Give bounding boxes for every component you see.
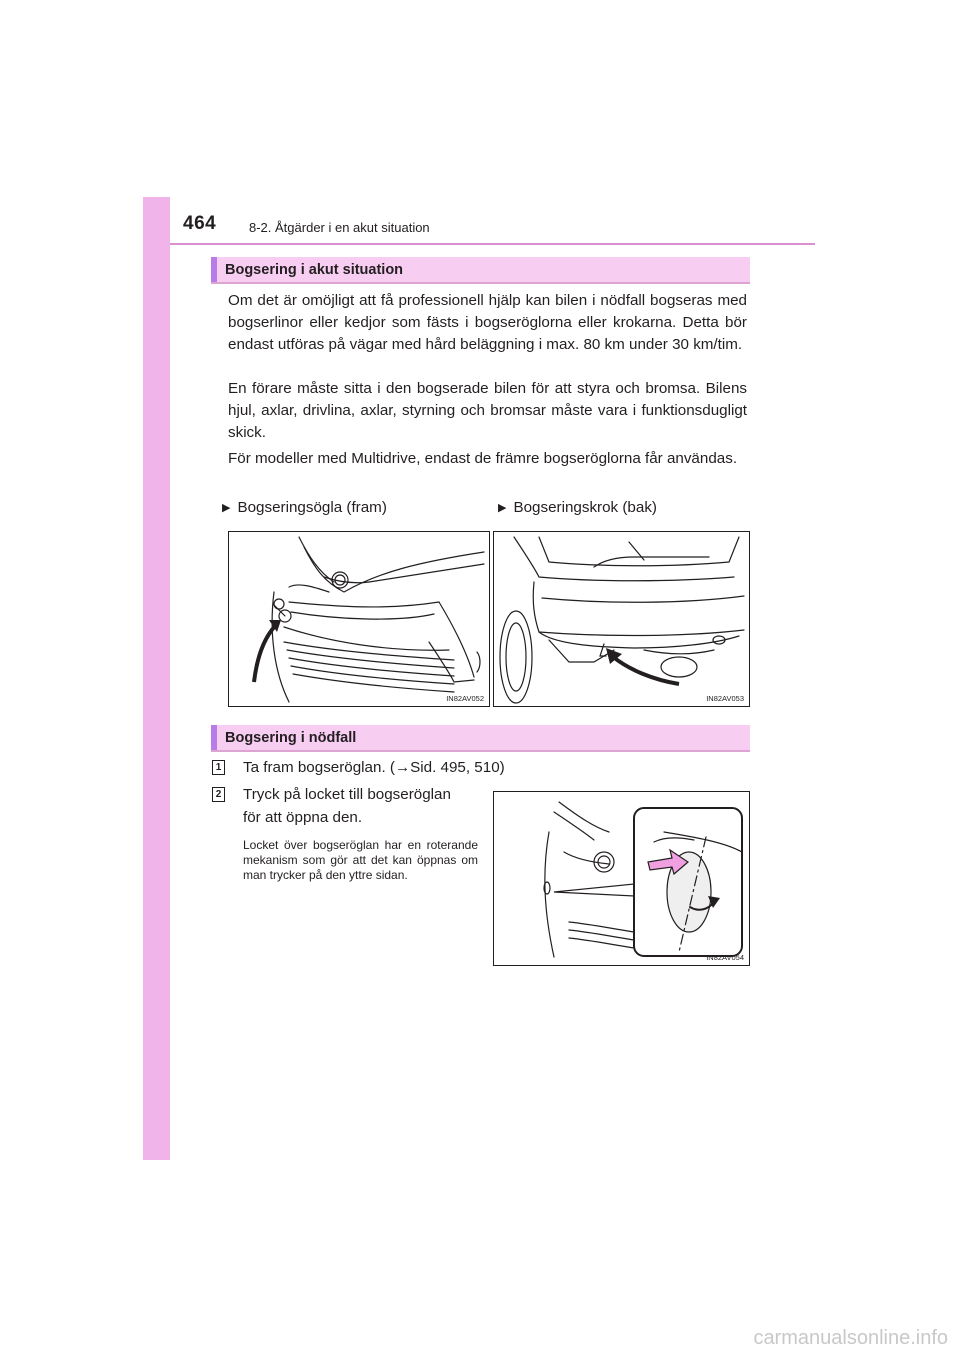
section-heading-nodfall — [211, 725, 750, 752]
section-heading-bar — [211, 257, 217, 282]
step-number-1: 1 — [212, 760, 225, 775]
page-number: 464 — [183, 213, 217, 234]
step-2-text-line1: Tryck på locket till bogseröglan — [243, 786, 451, 803]
step-2-note: Locket över bogseröglan har en roterande mekanism som gör att det kan öppnas om man trycker på den yttre sidan. — [243, 838, 478, 882]
bullet-rear-hook — [498, 499, 657, 516]
front-bumper-illustration — [229, 532, 490, 707]
paragraph-multidrive: För modeller med Multidrive, endast de främre bogseröglorna får användas. — [228, 450, 738, 467]
figure-rear-towing-hook — [493, 531, 750, 707]
step-number-2: 2 — [212, 787, 225, 802]
section-heading-text: Bogsering i nödfall — [225, 730, 357, 746]
section-heading-text: Bogsering i akut situation — [225, 262, 404, 278]
figure-code: IN82AV053 — [706, 694, 744, 703]
bullet-front-eye — [222, 499, 387, 516]
paragraph-driver: En förare måste sitta i den bogserade bilen för att styra och bromsa. Bilens hjul, axlar, drivlina, axlar, styrning och bromsar måste vara i funktionsdugligt skick. — [228, 380, 747, 441]
figure-code: IN82AV054 — [706, 953, 744, 962]
watermark: carmanualsonline.info — [753, 1327, 948, 1349]
paragraph-intro: Om det är omöjligt att få professionell hjälp kan bilen i nödfall bogseras med bogserlinor eller kedjor som fästs i bogseröglorna eller krokarna. Detta bör endast utföras på vägar med hård beläggning i max. 80 km under 30 km/tim. — [228, 292, 747, 353]
figure-front-towing-eye — [228, 531, 490, 707]
rear-bumper-illustration — [494, 532, 750, 707]
figure-towing-eye-cover — [493, 791, 750, 966]
section-heading-akut — [211, 257, 750, 284]
bullet-rear-label: Bogseringskrok (bak) — [513, 499, 657, 516]
triangle-bullet-icon: ▶ — [498, 502, 507, 514]
chapter-title: 8-2. Åtgärder i en akut situation — [249, 220, 430, 235]
section-heading-bar — [211, 725, 217, 750]
side-tab — [143, 197, 170, 1160]
triangle-bullet-icon: ▶ — [222, 502, 231, 514]
bullet-front-label: Bogseringsögla (fram) — [237, 499, 387, 516]
cover-illustration — [494, 792, 750, 966]
step-1-text: Ta fram bogseröglan. (→Sid. 495, 510) — [243, 759, 505, 776]
figure-code: IN82AV052 — [446, 694, 484, 703]
step-2-text-line2: för att öppna den. — [243, 809, 363, 826]
header-divider — [170, 243, 815, 245]
